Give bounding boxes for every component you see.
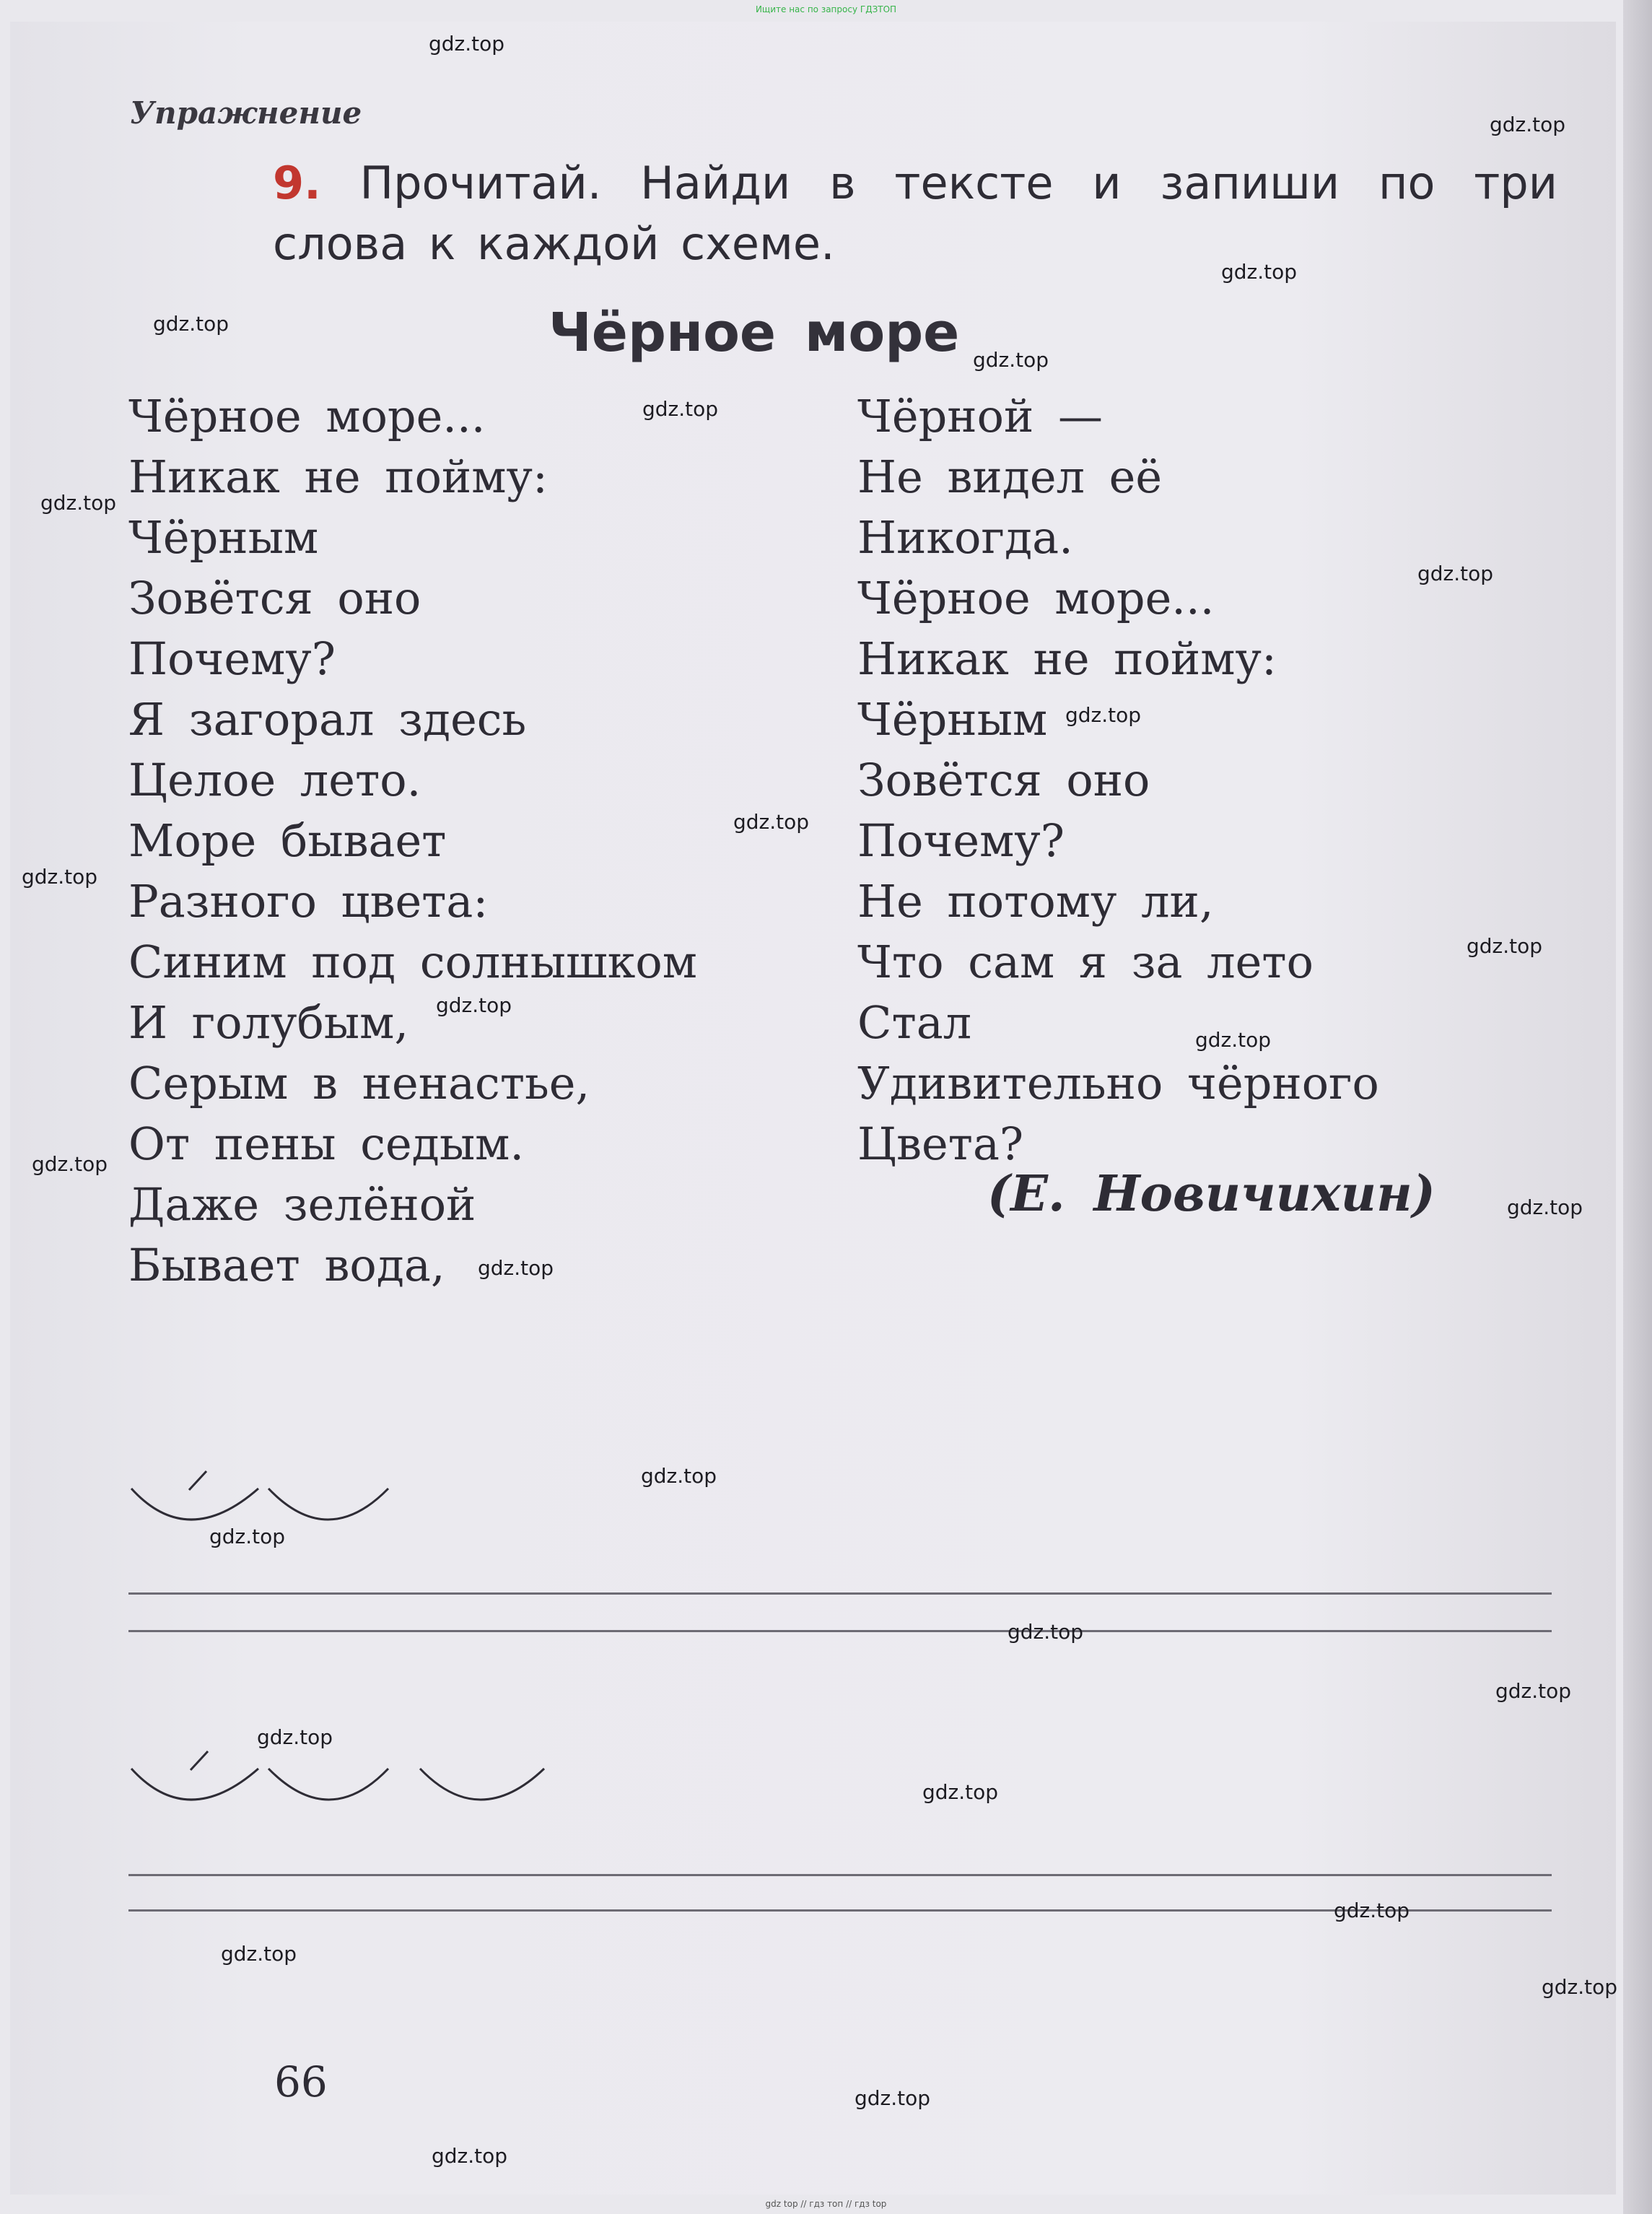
task-number: 9.	[273, 157, 321, 209]
poem-line: Даже зелёной	[128, 1178, 476, 1231]
watermark: gdz.top	[432, 2144, 508, 2168]
syllable-scheme-three	[123, 1738, 556, 1818]
watermark: gdz.top	[429, 32, 505, 56]
poem-line: Что сам я за лето	[857, 936, 1314, 988]
section-label: Упражнение	[130, 95, 362, 131]
poem-line: Никак не пойму:	[857, 632, 1277, 685]
poem-line: Зовётся оно	[128, 572, 421, 624]
poem-line: И голубым,	[128, 996, 409, 1049]
watermark: gdz.top	[733, 810, 810, 834]
watermark: gdz.top	[32, 1152, 108, 1176]
stress-mark	[189, 1471, 206, 1490]
poem-line: Удивительно чёрного	[857, 1057, 1379, 1110]
watermark: gdz.top	[257, 1725, 333, 1749]
poem-left-column	[128, 386, 697, 1296]
watermark: gdz.top	[1467, 934, 1543, 958]
watermark: gdz.top	[641, 1464, 717, 1488]
watermark: gdz.top	[1195, 1028, 1272, 1052]
watermark: gdz.top	[478, 1256, 554, 1280]
poem-line: Бывает вода,	[128, 1239, 445, 1291]
poem-line: Никогда.	[857, 511, 1073, 564]
poem-line: Чёрным	[857, 693, 1048, 746]
poem-line: Море бывает	[128, 814, 447, 867]
watermark: gdz.top	[855, 2086, 931, 2110]
watermark: gdz.top	[1334, 1899, 1410, 1922]
poem-line: Стал	[857, 996, 972, 1049]
poem-line: Чёрное море...	[857, 572, 1215, 624]
watermark: gdz.top	[973, 348, 1049, 372]
watermark: gdz.top	[1008, 1620, 1084, 1644]
poem-line: Не потому ли,	[857, 875, 1214, 928]
watermark: gdz.top	[209, 1525, 286, 1548]
watermark: gdz.top	[221, 1942, 297, 1966]
watermark: gdz.top	[1065, 703, 1142, 727]
poem-line: Серым в ненастье,	[128, 1057, 590, 1110]
syllable-arc	[131, 1489, 258, 1520]
poem-line: Разного цвета:	[128, 875, 489, 928]
poem-line: Синим под солнышком	[128, 936, 697, 988]
poem-line: Почему?	[857, 814, 1065, 867]
bottom-banner[interactable]: gdz top // гдз топ // гдз top	[765, 2199, 887, 2209]
poem-line: Не видел её	[857, 450, 1163, 503]
watermark: gdz.top	[1495, 1679, 1572, 1703]
watermark: gdz.top	[1221, 260, 1298, 284]
task-instruction	[273, 153, 1557, 274]
poem-line: От пены седым.	[128, 1117, 525, 1170]
poem-line: Почему?	[128, 632, 336, 685]
syllable-arc	[131, 1769, 258, 1800]
syllable-arc	[268, 1769, 388, 1800]
syllable-arc	[268, 1489, 388, 1520]
watermark: gdz.top	[436, 993, 512, 1017]
poem-line: Чёрное море...	[128, 390, 486, 443]
poem-right-column	[857, 386, 1379, 1174]
writing-line	[128, 1630, 1552, 1632]
task-text: Прочитай. Найди в тексте и запиши по три слова к каждой схеме.	[273, 157, 1557, 270]
watermark: gdz.top	[40, 491, 117, 515]
watermark: gdz.top	[922, 1780, 999, 1804]
watermark: gdz.top	[1490, 113, 1566, 136]
page-number: 66	[274, 2057, 328, 2106]
poem-line: Зовётся оно	[857, 754, 1150, 806]
writing-line	[128, 1874, 1552, 1876]
watermark: gdz.top	[153, 312, 230, 336]
syllable-arc	[420, 1769, 544, 1800]
poem-line: Чёрным	[128, 511, 319, 564]
writing-line	[128, 1592, 1552, 1595]
poem-line: Никак не пойму:	[128, 450, 548, 503]
watermark: gdz.top	[642, 397, 719, 421]
poem-author: (Е. Новичихин)	[987, 1165, 1435, 1223]
poem-line: Я загорал здесь	[128, 693, 527, 746]
poem-line: Цвета?	[857, 1117, 1024, 1170]
top-banner[interactable]: Ищите нас по запросу ГДЗТОП	[755, 4, 897, 14]
watermark: gdz.top	[22, 865, 98, 889]
poem-title: Чёрное море	[549, 302, 960, 364]
watermark: gdz.top	[1507, 1195, 1583, 1219]
watermark: gdz.top	[1542, 1975, 1618, 1999]
poem-line: Чёрной —	[857, 390, 1103, 443]
poem-line: Целое лето.	[128, 754, 421, 806]
watermark: gdz.top	[1417, 562, 1494, 585]
stress-mark	[191, 1751, 208, 1770]
book-spine	[1623, 0, 1652, 2214]
